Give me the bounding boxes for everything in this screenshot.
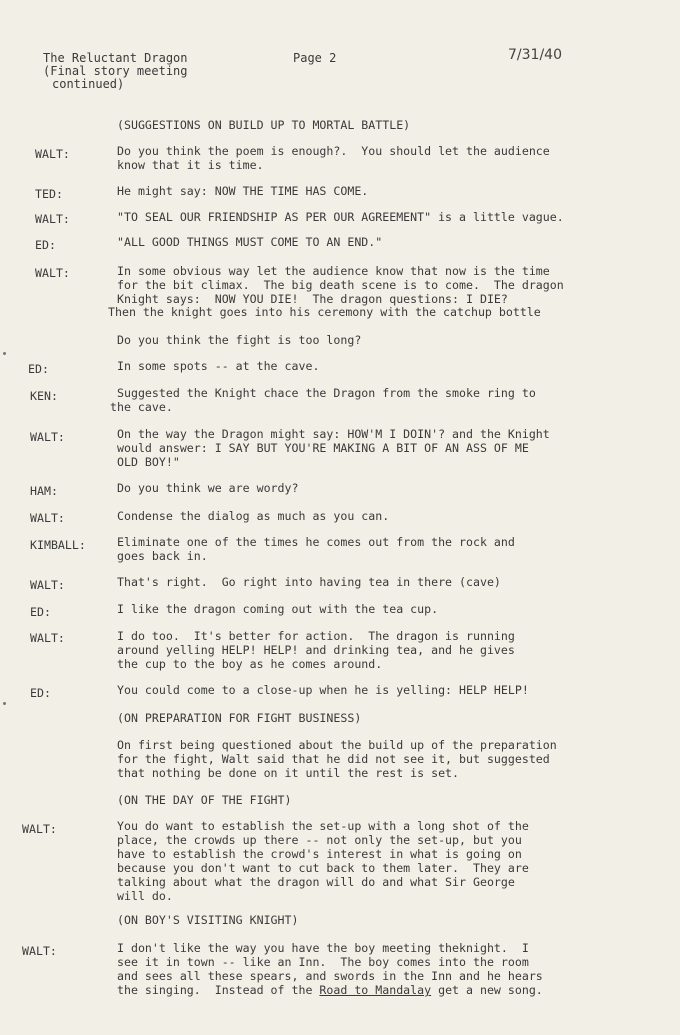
section-heading: (ON BOY'S VISITING KNIGHT) (117, 913, 299, 927)
paragraph-line: On first being questioned about the build up of the preparation (117, 738, 557, 752)
speaker-label: WALT: (35, 147, 70, 161)
underlined-song-title: Road to Mandalay (319, 983, 432, 997)
page-number: Page 2 (293, 51, 337, 65)
speaker-label: WALT: (30, 578, 65, 592)
dialog-line: Eliminate one of the times he comes out from the rock and (117, 535, 515, 549)
dialog-line: On the way the Dragon might say: HOW'M I DOIN'? and the Knight (117, 427, 550, 441)
dialog-line: know that it is time. (117, 158, 264, 172)
speaker-label: WALT: (30, 430, 65, 444)
speaker-label: WALT: (30, 511, 65, 525)
dialog-line: "ALL GOOD THINGS MUST COME TO AN END." (117, 235, 383, 249)
dialog-line: Condense the dialog as much as you can. (117, 509, 390, 523)
dialog-line: have to establish the crowd's interest in what is going on (117, 847, 522, 861)
text-run: the singing. Instead of the (117, 983, 320, 997)
speaker-label: TED: (35, 187, 63, 201)
dialog-line: Knight says: NOW YOU DIE! The dragon questions: I DIE? (117, 292, 508, 306)
dialog-line: the cave. (110, 400, 173, 414)
section-heading: (ON THE DAY OF THE FIGHT) (117, 793, 292, 807)
punch-mark (3, 352, 6, 355)
dialog-line: see it in town -- like an Inn. The boy comes into the room (117, 955, 529, 969)
dialog-line (117, 983, 637, 997)
dialog-line: Do you think the poem is enough?. You should let the audience (117, 144, 550, 158)
speaker-label: WALT: (35, 266, 70, 280)
dialog-line: goes back in. (117, 549, 208, 563)
speaker-label: WALT: (35, 212, 70, 226)
doc-title: The Reluctant Dragon (43, 51, 188, 65)
dialog-line: You do want to establish the set-up with a long shot of the (117, 819, 529, 833)
dialog-line: I don't like the way you have the boy meeting theknight. I (117, 941, 529, 955)
dialog-line: In some obvious way let the audience know that now is the time (117, 264, 550, 278)
section-heading: (SUGGESTIONS ON BUILD UP TO MORTAL BATTLE) (117, 118, 411, 132)
dialog-line: talking about what the dragon will do and what Sir George (117, 875, 515, 889)
speaker-label: HAM: (30, 484, 58, 498)
speaker-label: WALT: (22, 822, 57, 836)
dialog-line: He might say: NOW THE TIME HAS COME. (117, 184, 369, 198)
dialog-line: for the bit climax. The big death scene is to come. The dragon (117, 278, 564, 292)
dialog-line: That's right. Go right into having tea in there (cave) (117, 575, 501, 589)
speaker-label: KEN: (30, 389, 58, 403)
dialog-line: In some spots -- at the cave. (117, 359, 320, 373)
dialog-line: will do. (117, 889, 173, 903)
dialog-line: I like the dragon coming out with the tea cup. (117, 602, 439, 616)
doc-date: 7/31/40 (508, 47, 562, 63)
dialog-line: place, the crowds up there -- not only the set-up, but you (117, 833, 522, 847)
text-run: get a new song. (431, 983, 543, 997)
dialog-line: around yelling HELP! HELP! and drinking tea, and he gives (117, 643, 515, 657)
dialog-line: OLD BOY!" (117, 455, 180, 469)
punch-mark (3, 702, 6, 705)
paragraph-line: that nothing be done on it until the rest is set. (117, 766, 460, 780)
dialog-line: Then the knight goes into his ceremony with the catchup bottle (108, 305, 541, 319)
speaker-label: WALT: (22, 944, 57, 958)
speaker-label: WALT: (30, 631, 65, 645)
section-heading: (ON PREPARATION FOR FIGHT BUSINESS) (117, 711, 362, 725)
doc-subtitle-cont: continued) (52, 77, 125, 91)
speaker-label: ED: (30, 605, 51, 619)
dialog-line: Suggested the Knight chace the Dragon from the smoke ring to (117, 386, 536, 400)
dialog-line: Do you think the fight is too long? (117, 333, 362, 347)
speaker-label: ED: (30, 686, 51, 700)
dialog-line: the cup to the boy as he comes around. (117, 657, 383, 671)
dialog-line: You could come to a close-up when he is yelling: HELP HELP! (117, 683, 529, 697)
speaker-label: KIMBALL: (30, 538, 86, 552)
dialog-line: Do you think we are wordy? (117, 481, 299, 495)
dialog-line: would answer: I SAY BUT YOU'RE MAKING A BIT OF AN ASS OF ME (117, 441, 529, 455)
dialog-line: "TO SEAL OUR FRIENDSHIP AS PER OUR AGREEMENT" is a little vague. (117, 210, 564, 224)
doc-subtitle: (Final story meeting (43, 64, 188, 78)
dialog-line: I do too. It's better for action. The dragon is running (117, 629, 515, 643)
dialog-line: and sees all these spears, and swords in the Inn and he hears (117, 969, 543, 983)
paragraph-line: for the fight, Walt said that he did not see it, but suggested (117, 752, 550, 766)
speaker-label: ED: (28, 362, 49, 376)
speaker-label: ED: (35, 238, 56, 252)
dialog-line: because you don't want to cut back to them later. They are (117, 861, 529, 875)
